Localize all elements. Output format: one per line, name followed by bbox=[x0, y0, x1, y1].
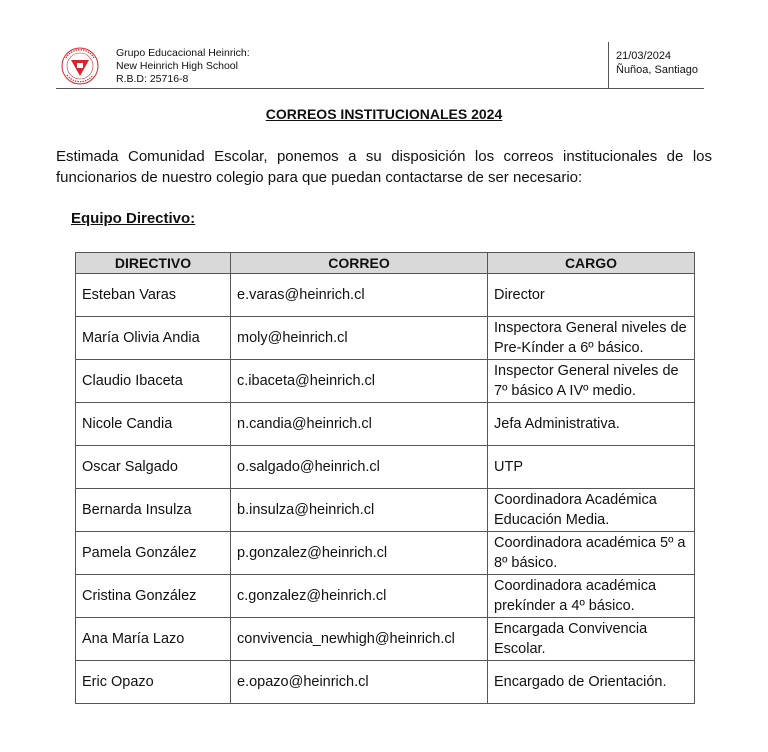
staff-name: Cristina González bbox=[76, 575, 231, 618]
staff-role: Inspectora General niveles de Pre-Kínder a 6º básico. bbox=[488, 317, 695, 360]
staff-email[interactable]: e.opazo@heinrich.cl bbox=[231, 661, 488, 704]
column-header-correo: CORREO bbox=[231, 253, 488, 274]
column-header-cargo: CARGO bbox=[488, 253, 695, 274]
section-title: Equipo Directivo: bbox=[71, 210, 196, 227]
table-row bbox=[76, 618, 695, 661]
staff-name: Bernarda Insulza bbox=[76, 489, 231, 532]
staff-role: Encargado de Orientación. bbox=[488, 661, 695, 704]
staff-email[interactable]: p.gonzalez@heinrich.cl bbox=[231, 532, 488, 575]
staff-name: Eric Opazo bbox=[76, 661, 231, 704]
column-header-directivo: DIRECTIVO bbox=[76, 253, 231, 274]
staff-name: Pamela González bbox=[76, 532, 231, 575]
table-row bbox=[76, 489, 695, 532]
table-row bbox=[76, 661, 695, 704]
staff-role: Coordinadora académica 5º a 8º básico. bbox=[488, 532, 695, 575]
table-row bbox=[76, 575, 695, 618]
staff-role: Director bbox=[488, 274, 695, 317]
table-row bbox=[76, 532, 695, 575]
staff-name: Claudio Ibaceta bbox=[76, 360, 231, 403]
school-rbd: R.B.D: 25716-8 bbox=[116, 73, 189, 85]
staff-name: Oscar Salgado bbox=[76, 446, 231, 489]
document-location: Ñuñoa, Santiago bbox=[616, 64, 698, 76]
staff-email[interactable]: e.varas@heinrich.cl bbox=[231, 274, 488, 317]
staff-role: Jefa Administrativa. bbox=[488, 403, 695, 446]
staff-role: Inspector General niveles de 7º básico A IVº medio. bbox=[488, 360, 695, 403]
staff-role: Coordinadora Académica Educación Media. bbox=[488, 489, 695, 532]
school-group-name: Grupo Educacional Heinrich: bbox=[116, 47, 250, 59]
staff-email[interactable]: c.ibaceta@heinrich.cl bbox=[231, 360, 488, 403]
header-divider bbox=[608, 42, 609, 88]
staff-role: UTP bbox=[488, 446, 695, 489]
staff-email[interactable]: moly@heinrich.cl bbox=[231, 317, 488, 360]
staff-email-table bbox=[75, 252, 695, 704]
table-header-row bbox=[76, 253, 695, 274]
intro-paragraph: Estimada Comunidad Escolar, ponemos a su disposición los correos institucionales de los funcionarios de nuestro colegio para que puedan contactarse de ser necesario: bbox=[56, 148, 712, 186]
staff-name: Esteban Varas bbox=[76, 274, 231, 317]
staff-name: Nicole Candia bbox=[76, 403, 231, 446]
school-name: New Heinrich High School bbox=[116, 60, 238, 72]
table-row bbox=[76, 274, 695, 317]
school-info bbox=[116, 47, 250, 86]
table-row bbox=[76, 446, 695, 489]
staff-name: Ana María Lazo bbox=[76, 618, 231, 661]
table-row bbox=[76, 360, 695, 403]
staff-email[interactable]: c.gonzalez@heinrich.cl bbox=[231, 575, 488, 618]
document-date: 21/03/2024 bbox=[616, 50, 672, 62]
staff-email[interactable]: convivencia_newhigh@heinrich.cl bbox=[231, 618, 488, 661]
table-row bbox=[76, 317, 695, 360]
table-row bbox=[76, 403, 695, 446]
school-logo bbox=[60, 46, 100, 86]
letterhead bbox=[56, 42, 704, 89]
staff-name: María Olivia Andia bbox=[76, 317, 231, 360]
staff-role: Encargada Convivencia Escolar. bbox=[488, 618, 695, 661]
document-title: CORREOS INSTITUCIONALES 2024 bbox=[265, 106, 503, 122]
staff-email[interactable]: b.insulza@heinrich.cl bbox=[231, 489, 488, 532]
staff-role: Coordinadora académica prekínder a 4º básico. bbox=[488, 575, 695, 618]
staff-email[interactable]: o.salgado@heinrich.cl bbox=[231, 446, 488, 489]
staff-email[interactable]: n.candia@heinrich.cl bbox=[231, 403, 488, 446]
date-info bbox=[616, 49, 698, 77]
